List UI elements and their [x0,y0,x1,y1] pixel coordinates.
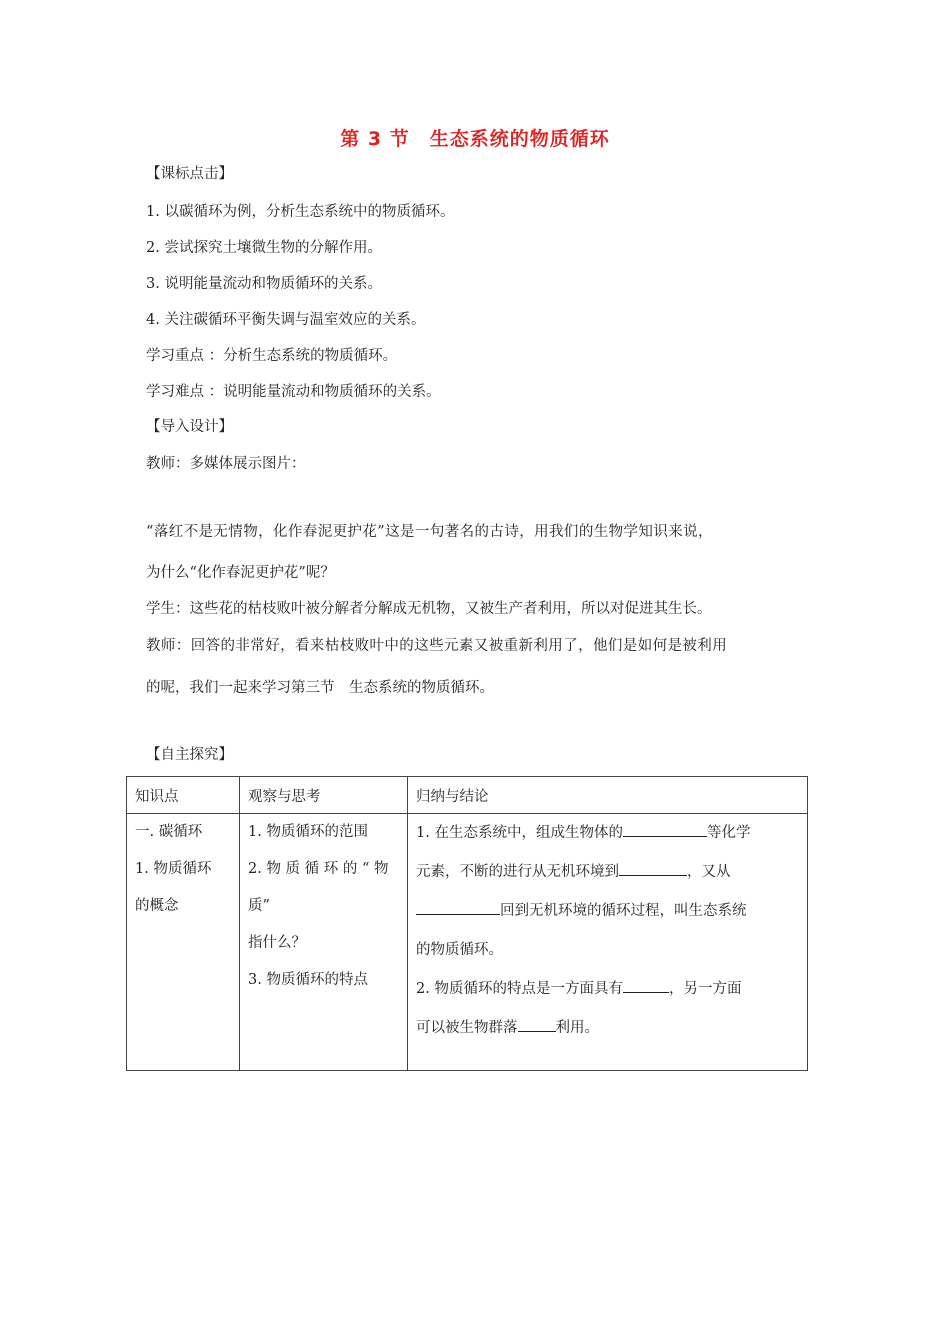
page-title: 第 3 节 生态系统的物质循环 [340,128,610,150]
header-knowledge-point: 知识点 [127,777,240,814]
conclusion-line-2: 元素，不断的进行从无机环境到 ，又从 [416,853,799,892]
teacher-line-1: 教师：多媒体展示图片： [146,456,306,472]
observe-cell [240,814,408,1071]
conclusion-line-5: 2. 物质循环的特点是一方面具有 ，另一方面 [416,970,799,1009]
table-row [127,814,808,1071]
standards-heading: 【课标点击】 [146,166,233,182]
explore-table [126,776,808,1071]
observe-line: 1. 物质循环的范围 [248,824,368,840]
knowledge-line: 一. 碳循环 [135,824,203,840]
conclusion-cell [408,814,808,1071]
intro-heading: 【导入设计】 [146,419,233,435]
observe-line: 指什么？ [248,935,306,951]
fill-blank[interactable] [518,1017,556,1032]
teacher-line-3: 的呢，我们一起来学习第三节 生态系统的物质循环。 [146,680,494,696]
key-point: 学习重点 ：分析生态系统的物质循环。 [146,348,398,364]
observe-line: 2. 物 质 循 环 的 “ 物 [248,861,389,877]
knowledge-line: 的概念 [135,898,179,914]
poem-line-2: 为什么“化作春泥更护花”呢？ [146,565,335,581]
student-answer: 学生：这些花的枯枝败叶被分解者分解成无机物，又被生产者利用，所以对促进其生长。 [146,601,712,617]
conclusion-line-1: 1. 在生态系统中，组成生物体的 等化学 [416,814,799,853]
table-header-row [127,777,808,814]
conclusion-line-6: 可以被生物群落 利用。 [416,1009,799,1048]
fill-blank[interactable] [416,900,500,915]
explore-heading: 【自主探究】 [146,747,233,763]
standard-item-4: 4. 关注碳循环平衡失调与温室效应的关系。 [146,312,426,328]
knowledge-line: 1. 物质循环 [135,861,212,877]
teacher-line-2: 教师：回答的非常好，看来枯枝败叶中的这些元素又被重新利用了，他们是如何是被利用 [146,638,728,654]
knowledge-cell [127,814,240,1071]
conclusion-line-4: 的物质循环。 [416,942,503,958]
difficulty: 学习难点 ：说明能量流动和物质循环的关系。 [146,384,441,400]
standard-item-3: 3. 说明能量流动和物质循环的关系。 [146,276,382,292]
header-conclusion: 归纳与结论 [408,777,808,814]
standard-item-2: 2. 尝试探究土壤微生物的分解作用。 [146,240,382,256]
conclusion-line-3: 回到无机环境的循环过程，叫生态系统 [416,892,799,931]
poem-line-1: “落红不是无情物，化作春泥更护花”这是一句著名的古诗，用我们的生物学知识来说， [146,524,713,540]
observe-line: 质” [248,898,270,914]
observe-line: 3. 物质循环的特点 [248,972,368,988]
fill-blank[interactable] [623,822,707,837]
header-observe-think: 观察与思考 [240,777,408,814]
fill-blank[interactable] [623,978,669,993]
standard-item-1: 1. 以碳循环为例，分析生态系统中的物质循环。 [146,204,455,220]
fill-blank[interactable] [619,861,687,876]
